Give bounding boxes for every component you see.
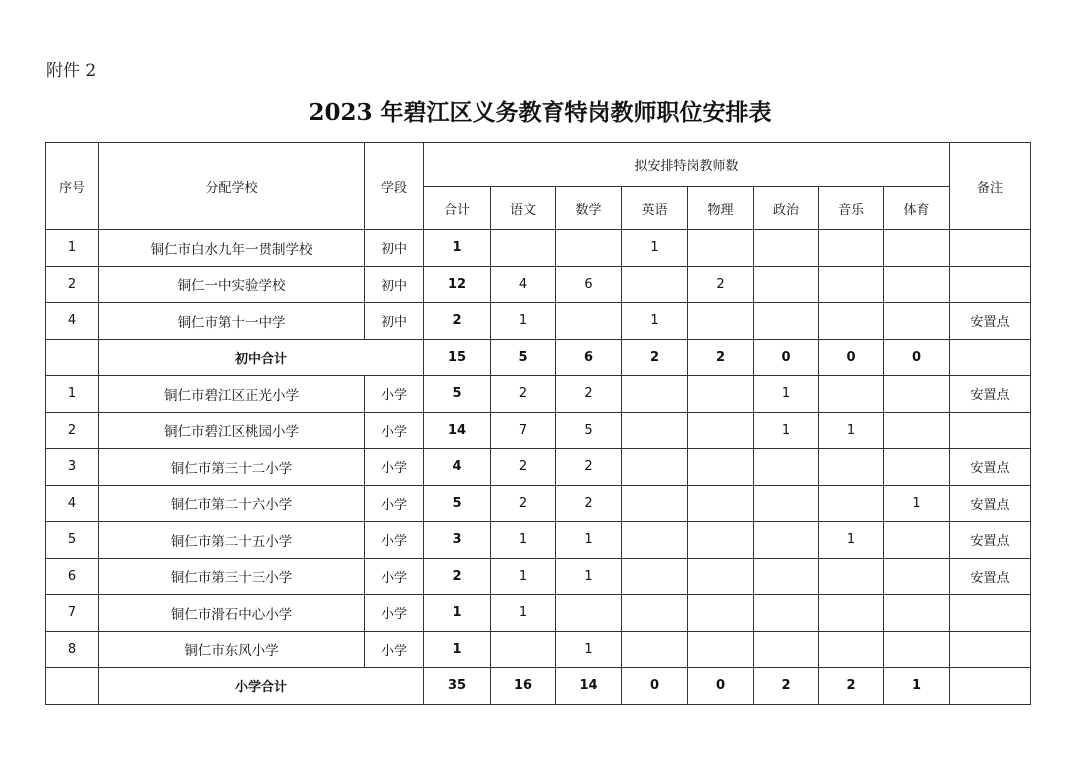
row-value bbox=[688, 485, 754, 522]
subtotal-value: 5 bbox=[491, 339, 556, 376]
row-value bbox=[819, 266, 884, 303]
row-value: 4 bbox=[424, 449, 491, 486]
row-value bbox=[688, 558, 754, 595]
row-index: 2 bbox=[46, 266, 99, 303]
row-value: 1 bbox=[622, 230, 688, 267]
row-value: 1 bbox=[556, 558, 622, 595]
row-note bbox=[950, 266, 1031, 303]
teacher-allocation-table bbox=[45, 142, 1031, 705]
subtotal-row bbox=[46, 339, 1031, 376]
header-school: 分配学校 bbox=[99, 143, 365, 230]
row-value bbox=[754, 522, 819, 559]
table-row bbox=[46, 303, 1031, 340]
row-value bbox=[688, 522, 754, 559]
subtotal-note bbox=[950, 339, 1031, 376]
row-value bbox=[688, 230, 754, 267]
row-value bbox=[884, 522, 950, 559]
row-school: 铜仁市碧江区正光小学 bbox=[99, 376, 365, 413]
row-value: 1 bbox=[556, 522, 622, 559]
row-value: 3 bbox=[424, 522, 491, 559]
row-level: 小学 bbox=[365, 376, 424, 413]
row-value: 1 bbox=[424, 631, 491, 668]
row-value: 5 bbox=[556, 412, 622, 449]
row-value bbox=[491, 631, 556, 668]
row-value bbox=[688, 412, 754, 449]
row-note: 安置点 bbox=[950, 485, 1031, 522]
row-value bbox=[819, 485, 884, 522]
row-value bbox=[754, 230, 819, 267]
row-value bbox=[884, 558, 950, 595]
row-value: 2 bbox=[491, 449, 556, 486]
row-value: 2 bbox=[424, 303, 491, 340]
subtotal-value: 16 bbox=[491, 668, 556, 705]
row-value bbox=[819, 230, 884, 267]
header-subject: 政治 bbox=[754, 187, 819, 230]
row-value: 2 bbox=[556, 449, 622, 486]
row-value bbox=[819, 558, 884, 595]
row-value bbox=[754, 303, 819, 340]
row-level: 小学 bbox=[365, 412, 424, 449]
row-value bbox=[622, 412, 688, 449]
row-value bbox=[688, 449, 754, 486]
row-level: 小学 bbox=[365, 558, 424, 595]
row-school: 铜仁市第二十五小学 bbox=[99, 522, 365, 559]
header-subject: 英语 bbox=[622, 187, 688, 230]
document-title: 2023 年碧江区义务教育特岗教师职位安排表 bbox=[308, 99, 772, 126]
row-school: 铜仁一中实验学校 bbox=[99, 266, 365, 303]
row-value: 1 bbox=[556, 631, 622, 668]
row-value: 1 bbox=[754, 376, 819, 413]
row-value bbox=[622, 449, 688, 486]
subtotal-blank bbox=[46, 668, 99, 705]
row-level: 小学 bbox=[365, 595, 424, 632]
row-value: 1 bbox=[424, 595, 491, 632]
subtotal-value: 0 bbox=[622, 668, 688, 705]
header-subject: 语文 bbox=[491, 187, 556, 230]
row-value bbox=[622, 266, 688, 303]
row-value: 7 bbox=[491, 412, 556, 449]
attachment-label: 附件 2 bbox=[46, 61, 97, 81]
row-value: 2 bbox=[491, 485, 556, 522]
row-value: 1 bbox=[424, 230, 491, 267]
table-row bbox=[46, 412, 1031, 449]
subtotal-value: 14 bbox=[556, 668, 622, 705]
table-row bbox=[46, 266, 1031, 303]
header-subject: 体育 bbox=[884, 187, 950, 230]
subtotal-value: 35 bbox=[424, 668, 491, 705]
row-value: 2 bbox=[424, 558, 491, 595]
subtotal-value: 0 bbox=[819, 339, 884, 376]
subtotal-value: 2 bbox=[754, 668, 819, 705]
row-value bbox=[556, 230, 622, 267]
row-value: 1 bbox=[491, 595, 556, 632]
row-level: 小学 bbox=[365, 631, 424, 668]
row-value bbox=[622, 595, 688, 632]
header-subject: 物理 bbox=[688, 187, 754, 230]
row-school: 铜仁市第三十三小学 bbox=[99, 558, 365, 595]
subtotal-value: 2 bbox=[688, 339, 754, 376]
table-row bbox=[46, 558, 1031, 595]
header-index: 序号 bbox=[46, 143, 99, 230]
row-value bbox=[688, 631, 754, 668]
table-row bbox=[46, 376, 1031, 413]
row-value bbox=[556, 303, 622, 340]
row-index: 7 bbox=[46, 595, 99, 632]
row-value: 6 bbox=[556, 266, 622, 303]
row-value bbox=[884, 595, 950, 632]
row-value bbox=[884, 631, 950, 668]
subtotal-label: 小学合计 bbox=[99, 668, 424, 705]
row-school: 铜仁市滑石中心小学 bbox=[99, 595, 365, 632]
row-value bbox=[819, 631, 884, 668]
subtotal-value: 0 bbox=[884, 339, 950, 376]
row-value: 4 bbox=[491, 266, 556, 303]
row-value bbox=[819, 303, 884, 340]
row-note bbox=[950, 230, 1031, 267]
row-school: 铜仁市东风小学 bbox=[99, 631, 365, 668]
row-value bbox=[622, 558, 688, 595]
row-value: 1 bbox=[819, 412, 884, 449]
row-level: 初中 bbox=[365, 230, 424, 267]
row-value: 1 bbox=[622, 303, 688, 340]
row-note: 安置点 bbox=[950, 449, 1031, 486]
header-note: 备注 bbox=[950, 143, 1031, 230]
subtotal-label: 初中合计 bbox=[99, 339, 424, 376]
row-value bbox=[884, 230, 950, 267]
header-subject: 数学 bbox=[556, 187, 622, 230]
row-level: 初中 bbox=[365, 303, 424, 340]
subtotal-row bbox=[46, 668, 1031, 705]
row-value bbox=[884, 376, 950, 413]
row-value: 5 bbox=[424, 485, 491, 522]
row-value bbox=[688, 595, 754, 632]
subtotal-value: 2 bbox=[622, 339, 688, 376]
table-row bbox=[46, 449, 1031, 486]
row-note bbox=[950, 631, 1031, 668]
row-value: 1 bbox=[491, 303, 556, 340]
row-index: 8 bbox=[46, 631, 99, 668]
row-value bbox=[754, 449, 819, 486]
table-row bbox=[46, 230, 1031, 267]
row-level: 小学 bbox=[365, 485, 424, 522]
row-index: 4 bbox=[46, 303, 99, 340]
subtotal-value: 15 bbox=[424, 339, 491, 376]
row-value bbox=[556, 595, 622, 632]
subtotal-value: 2 bbox=[819, 668, 884, 705]
row-note: 安置点 bbox=[950, 522, 1031, 559]
row-school: 铜仁市碧江区桃园小学 bbox=[99, 412, 365, 449]
row-school: 铜仁市第三十二小学 bbox=[99, 449, 365, 486]
row-value: 2 bbox=[556, 376, 622, 413]
row-index: 1 bbox=[46, 376, 99, 413]
subtotal-value: 6 bbox=[556, 339, 622, 376]
row-value: 2 bbox=[688, 266, 754, 303]
table-row bbox=[46, 631, 1031, 668]
row-value bbox=[622, 485, 688, 522]
row-value: 2 bbox=[491, 376, 556, 413]
header-subject: 合计 bbox=[424, 187, 491, 230]
row-index: 6 bbox=[46, 558, 99, 595]
row-value: 1 bbox=[754, 412, 819, 449]
row-value bbox=[754, 558, 819, 595]
subtotal-note bbox=[950, 668, 1031, 705]
subtotal-value: 1 bbox=[884, 668, 950, 705]
row-value bbox=[622, 522, 688, 559]
row-value bbox=[754, 631, 819, 668]
row-level: 初中 bbox=[365, 266, 424, 303]
row-value bbox=[688, 303, 754, 340]
subtotal-value: 0 bbox=[688, 668, 754, 705]
row-value bbox=[884, 266, 950, 303]
row-value: 12 bbox=[424, 266, 491, 303]
row-value bbox=[819, 595, 884, 632]
row-value bbox=[884, 303, 950, 340]
row-value bbox=[622, 631, 688, 668]
row-value: 1 bbox=[491, 558, 556, 595]
subtotal-blank bbox=[46, 339, 99, 376]
row-value: 14 bbox=[424, 412, 491, 449]
subtotal-value: 0 bbox=[754, 339, 819, 376]
row-value bbox=[491, 230, 556, 267]
header-group: 拟安排特岗教师数 bbox=[424, 143, 950, 187]
row-index: 3 bbox=[46, 449, 99, 486]
header-row-1 bbox=[46, 143, 1031, 187]
row-value bbox=[754, 485, 819, 522]
row-school: 铜仁市第二十六小学 bbox=[99, 485, 365, 522]
table-row bbox=[46, 522, 1031, 559]
row-value: 1 bbox=[884, 485, 950, 522]
row-value: 1 bbox=[819, 522, 884, 559]
row-note: 安置点 bbox=[950, 376, 1031, 413]
row-value bbox=[622, 376, 688, 413]
row-value bbox=[884, 412, 950, 449]
row-index: 2 bbox=[46, 412, 99, 449]
row-value: 1 bbox=[491, 522, 556, 559]
row-value bbox=[754, 266, 819, 303]
table-row bbox=[46, 595, 1031, 632]
row-value: 5 bbox=[424, 376, 491, 413]
row-index: 5 bbox=[46, 522, 99, 559]
header-subject: 音乐 bbox=[819, 187, 884, 230]
row-school: 铜仁市第十一中学 bbox=[99, 303, 365, 340]
table-row bbox=[46, 485, 1031, 522]
row-value bbox=[819, 449, 884, 486]
row-value: 2 bbox=[556, 485, 622, 522]
header-level: 学段 bbox=[365, 143, 424, 230]
row-value bbox=[884, 449, 950, 486]
row-school: 铜仁市白水九年一贯制学校 bbox=[99, 230, 365, 267]
row-note: 安置点 bbox=[950, 303, 1031, 340]
row-index: 4 bbox=[46, 485, 99, 522]
row-value bbox=[754, 595, 819, 632]
row-value bbox=[688, 376, 754, 413]
row-value bbox=[819, 376, 884, 413]
row-note bbox=[950, 595, 1031, 632]
row-level: 小学 bbox=[365, 522, 424, 559]
row-note: 安置点 bbox=[950, 558, 1031, 595]
row-note bbox=[950, 412, 1031, 449]
row-level: 小学 bbox=[365, 449, 424, 486]
row-index: 1 bbox=[46, 230, 99, 267]
